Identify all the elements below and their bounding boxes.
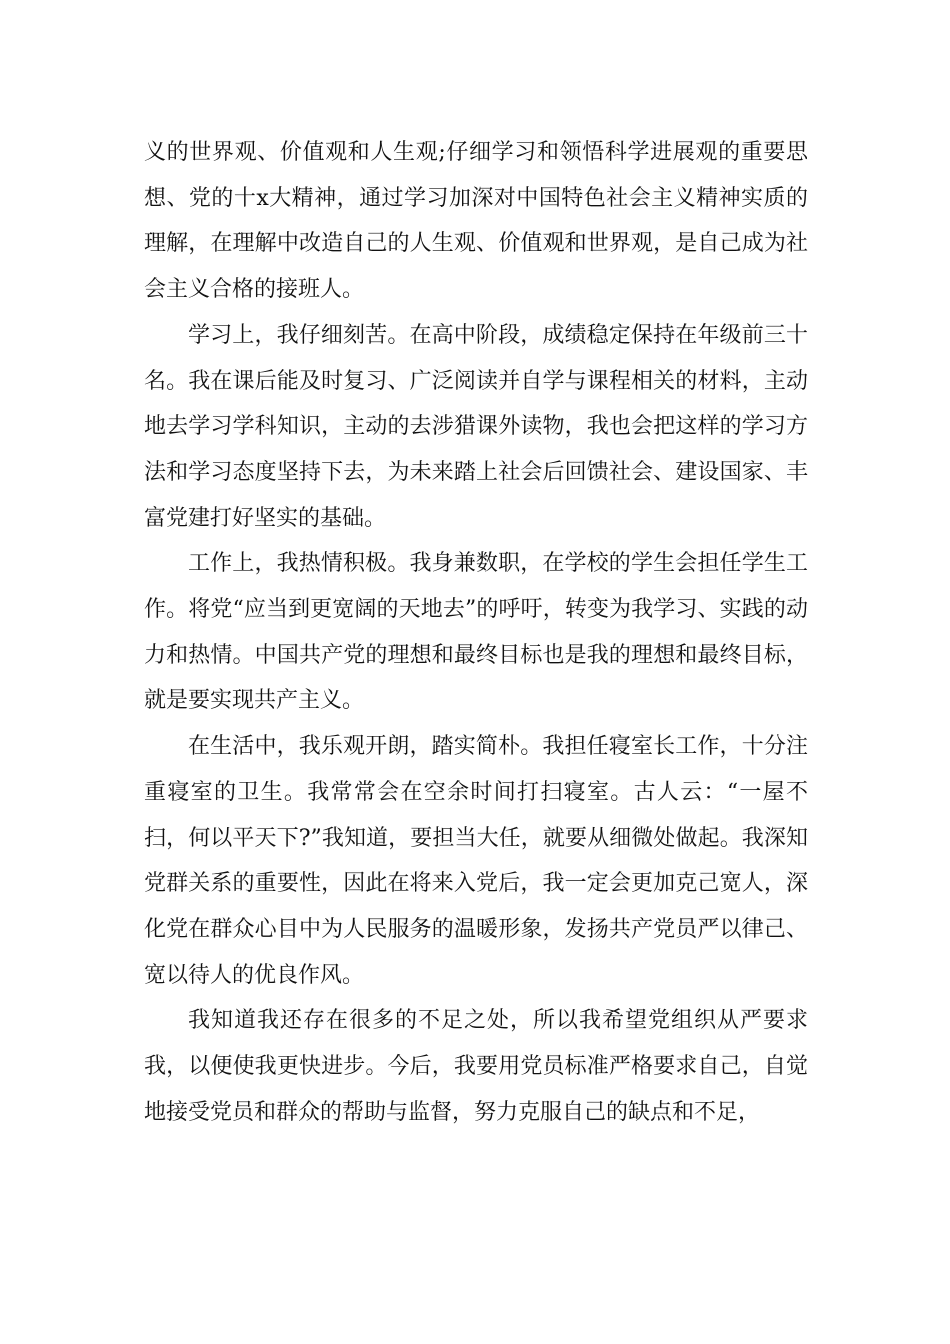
paragraph-3: 工作上，我热情积极。我身兼数职，在学校的学生会担任学生工作。将党“应当到更宽阔的天地去”的呼吁，转变为我学习、实践的动力和热情。中国共产党的理想和最终目标也是我的理想和最终目标，就是要实现共产主义。 (144, 551, 808, 714)
paragraph-5: 我知道我还存在很多的不足之处，所以我希望党组织从严要求我，以便使我更快进步。今后，我要用党员标准严格要求自己，自觉地接受党员和群众的帮助与监督，努力克服自己的缺点和不足， (144, 1008, 808, 1125)
paragraph-4: 在生活中，我乐观开朗，踏实简朴。我担任寝室长工作，十分注重寝室的卫生。我常常会在空余时间打扫寝室。古人云：“一屋不扫，何以平天下?”我知道，要担当大任，就要从细微处做起。我深知党群关系的重要性，因此在将来入党后，我一定会更加克己宽人，深化党在群众心目中为人民服务的温暖形象，发扬共产党员严以律己、宽以待人的优良作风。 (144, 734, 808, 988)
document-body (144, 130, 808, 1135)
paragraph-2: 学习上，我仔细刻苦。在高中阶段，成绩稳定保持在年级前三十名。我在课后能及时复习、广泛阅读并自学与课程相关的材料，主动地去学习学科知识，主动的去涉猎课外读物，我也会把这样的学习方法和学习态度坚持下去，为未来踏上社会后回馈社会、建设国家、丰富党建打好坚实的基础。 (144, 322, 808, 531)
paragraph-1: 义的世界观、价值观和人生观;仔细学习和领悟科学进展观的重要思想、党的十x大精神，通过学习加深对中国特色社会主义精神实质的理解，在理解中改造自己的人生观、价值观和世界观，是自己成为社会主义合格的接班人。 (144, 140, 808, 303)
